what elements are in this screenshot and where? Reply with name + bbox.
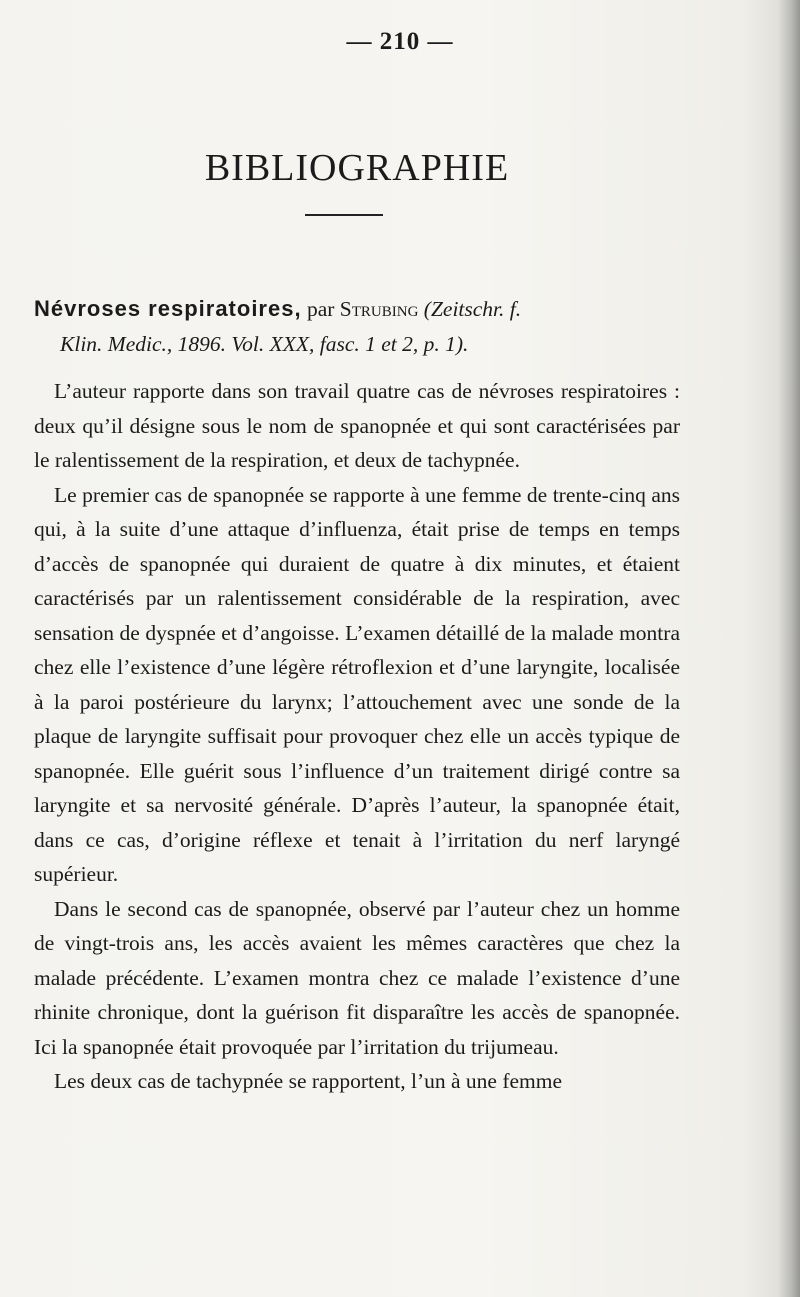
entry-by: par bbox=[301, 297, 340, 321]
article-body bbox=[34, 374, 680, 1099]
paragraph: L’auteur rapporte dans son travail quatre cas de névroses respiratoires : deux qu’il désigne sous le nom de spanopnée et qui sont caractérisées par le ralentissement de la respiration, et deux de tachypnée. bbox=[34, 379, 680, 472]
bibliography-entry bbox=[34, 292, 680, 361]
entry-citation: Klin. Medic., 1896. Vol. XXX, fasc. 1 et 2, p. 1). bbox=[60, 331, 469, 356]
page-edge-shadow bbox=[778, 0, 800, 1297]
entry-author: Strubing bbox=[339, 297, 419, 321]
entry-heading: Névroses respiratoires, bbox=[34, 296, 302, 321]
paragraph: Dans le second cas de spanopnée, observé par l’auteur chez un homme de vingt-trois ans, les accès avaient les mêmes caractères que chez la malade précédente. L’examen montra chez ce malade l’existence d’une rhinite chronique, dont la guérison fit disparaître les accès de spanopnée. Ici la spanopnée était provoquée par l’irritation du trijumeau. bbox=[34, 896, 680, 1059]
paragraph: Les deux cas de tachypnée se rapportent, l’un à une femme bbox=[54, 1069, 563, 1093]
page-number: — 210 — bbox=[346, 28, 454, 55]
entry-citation-start: (Zeitschr. f. bbox=[418, 297, 522, 321]
page-title: BIBLIOGRAPHIE bbox=[204, 147, 510, 189]
title-rule bbox=[305, 214, 383, 216]
paragraph: Le premier cas de spanopnée se rapporte à une femme de trente-cinq ans qui, à la suite d’une attaque d’influenza, était prise de temps en temps d’accès de spanopnée qui duraient de quatre à dix minutes, et étaient caractérisés par un ralentissement considérable de la respiration, avec sensation de dyspnée et d’angoisse. L’examen détaillé de la malade montra chez elle l’existence d’une légère rétroflexion et d’une laryngite, localisée à la paroi postérieure du larynx; l’attouchement avec une sonde de la plaque de laryngite suffisait pour provoquer chez elle un accès typique de spanopnée. Elle guérit sous l’influence d’un traitement dirigé contre sa laryngite et sa nervosité générale. D’après l’auteur, la spanopnée était, dans ce cas, d’origine réflexe et tenait à l’irritation du nerf laryngé supérieur. bbox=[34, 482, 680, 886]
